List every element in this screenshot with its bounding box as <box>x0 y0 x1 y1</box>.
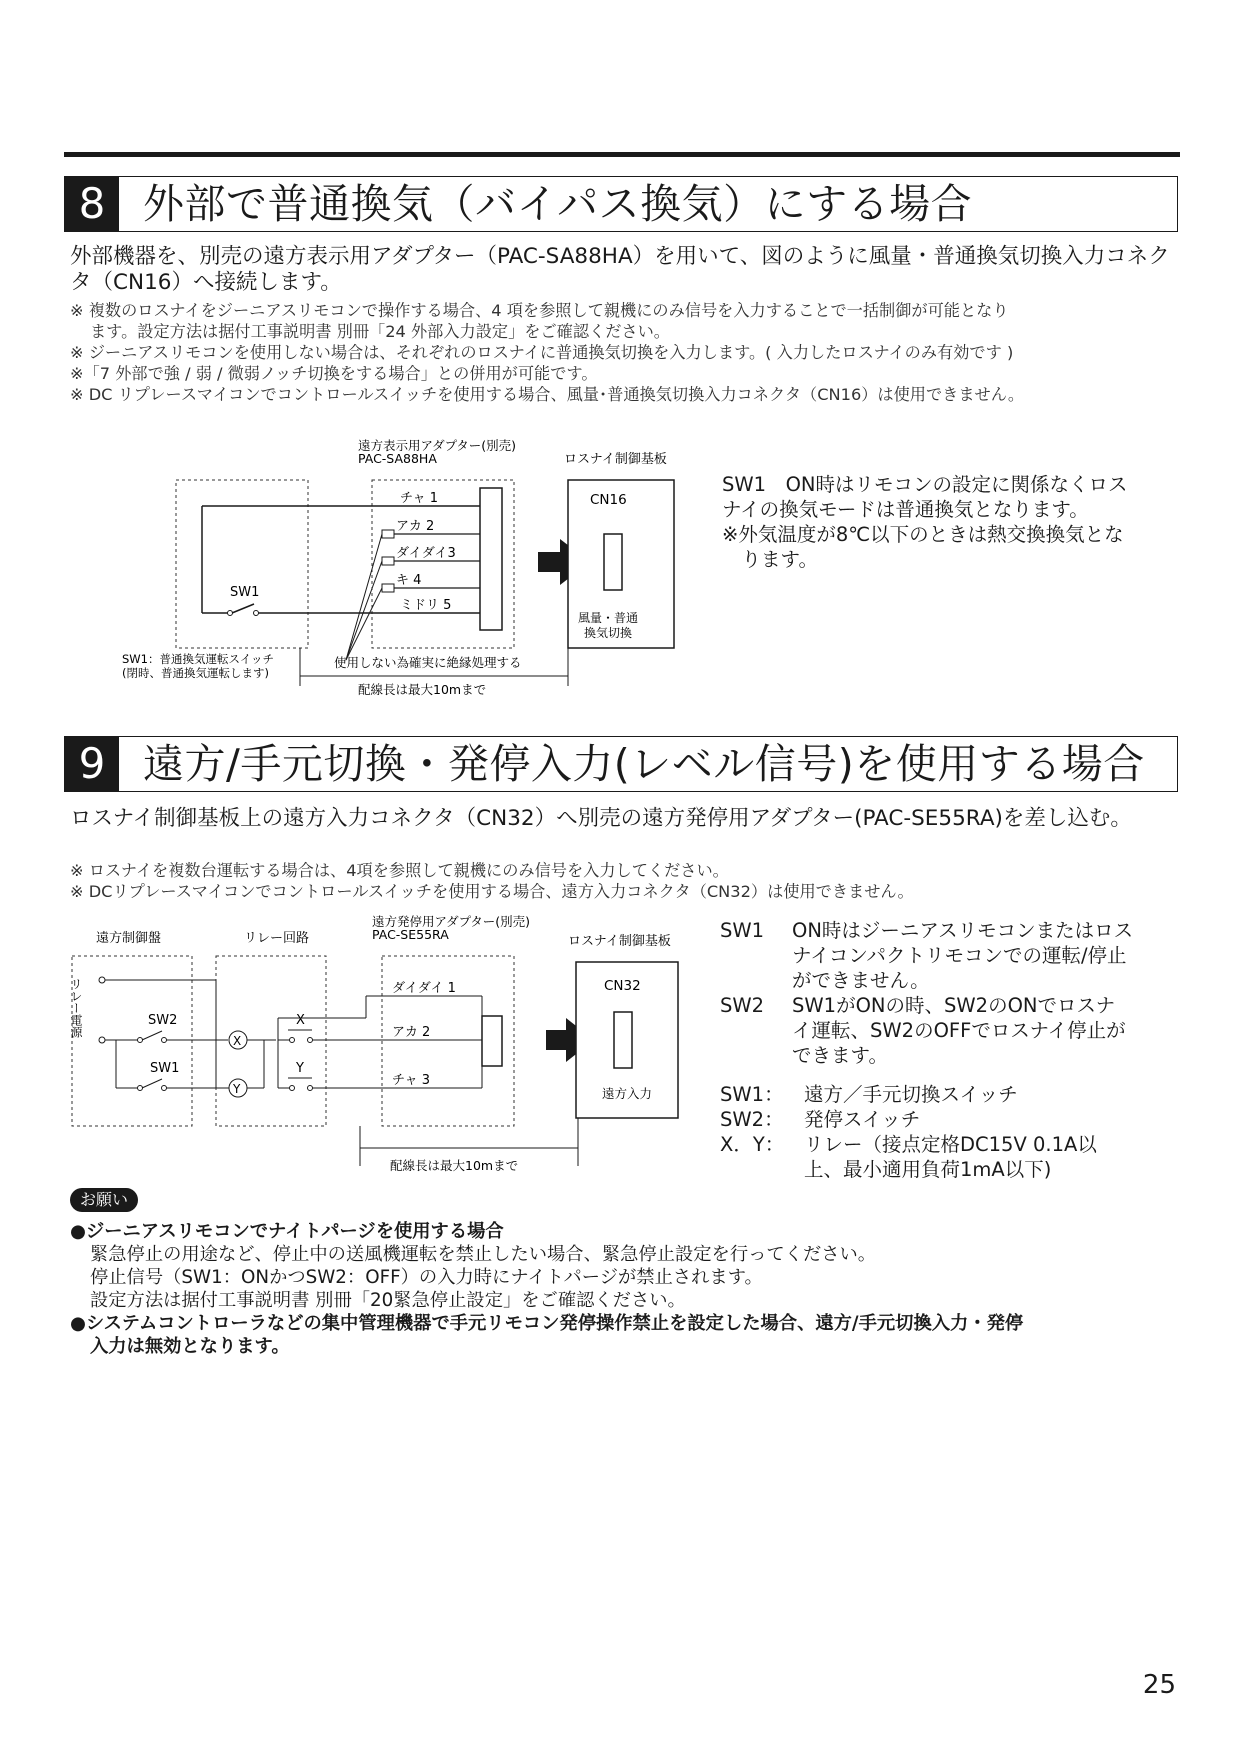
note-line: ※ DCリプレースマイコンでコントロールスイッチを使用する場合、遠方入力コネクタ（CN32）は使用できません。 <box>70 882 914 901</box>
def-value: ナイコンパクトリモコンでの運転/停止 <box>792 944 1127 967</box>
max-length-label: 配線長は最大10mまで <box>390 1158 519 1173</box>
section-8-title: 外部で普通換気（バイパス換気）にする場合 <box>143 180 973 228</box>
def-key: SW1 <box>720 919 765 942</box>
legend-row <box>720 1082 1097 1107</box>
x-contact <box>290 1038 295 1043</box>
section-8-lead: 外部機器を、別売の遠方表示用アダプター（PAC-SA88HA）を用いて、図のように風量・普通換気切換入力コネクタ（CN16）へ接続します。 <box>70 244 1170 295</box>
sw-caption: SW1：普通換気運転スイッチ <box>122 652 275 666</box>
insulation-cap <box>382 530 394 538</box>
section-9-title: 遠方/手元切換・発停入力(レベル信号)を使用する場合 <box>143 740 1145 788</box>
legend-row <box>720 1132 1097 1157</box>
relay-y-coil-label: Y <box>233 1082 241 1096</box>
desc-line: ナイの換気モードは普通換気となります。 <box>722 498 1089 521</box>
legend-value: リレー（接点定格DC15V 0.1A以 <box>804 1133 1097 1156</box>
relay-x-contact-label: X <box>296 1013 305 1028</box>
request-badge: お願い <box>70 1188 138 1212</box>
sw2-label: SW2 <box>148 1013 178 1028</box>
legend-key: SW1： <box>720 1083 784 1106</box>
leader-line <box>346 561 382 660</box>
panel-dashed-box <box>72 956 192 1126</box>
section-8-description <box>722 472 1128 572</box>
def-value: SW1がONの時、SW2のONでロスナ <box>792 994 1116 1017</box>
section-9-legend <box>720 1082 1097 1182</box>
connector-caption: 換気切換 <box>584 626 633 640</box>
relay-y-contact-label: Y <box>296 1061 304 1076</box>
def-key <box>720 943 792 968</box>
wire-label: チャ 1 <box>400 491 439 506</box>
connector-label: CN16 <box>590 492 627 508</box>
wire-label: キ 4 <box>396 573 422 588</box>
section-8-header <box>64 176 1178 232</box>
page-number: 25 <box>1142 1670 1176 1700</box>
power-terminal <box>99 977 105 983</box>
wire-label: アカ 2 <box>392 1025 431 1040</box>
def-key <box>720 1043 792 1068</box>
wire-label: ダイダイ3 <box>396 546 456 561</box>
wire-label: ミドリ 5 <box>400 598 452 613</box>
connector-caption: 遠方入力 <box>602 1086 653 1101</box>
desc-line: ります。 <box>722 548 818 571</box>
desc-line: ※外気温度が8℃以下のときは熱交換換気とな <box>722 523 1124 546</box>
section-9-number: 9 <box>65 737 119 791</box>
def-value: イ運転、SW2のOFFでロスナイ停止が <box>792 1019 1126 1042</box>
def-row <box>720 993 1133 1018</box>
def-row <box>720 1043 1133 1068</box>
section-8-notes <box>70 300 1182 405</box>
insulation-cap <box>382 584 394 592</box>
legend-value: 発停スイッチ <box>804 1108 921 1131</box>
def-row <box>720 1018 1133 1043</box>
sw1-blade <box>232 604 254 613</box>
power-label <box>69 978 83 1038</box>
adapter-label: 遠方発停用アダプター(別売) <box>372 914 531 929</box>
request-heading: ●システムコントローラなどの集中管理機器で手元リモコン発停操作禁止を設定した場合、遠方/手元切換入力・発停 <box>70 1313 1024 1334</box>
note-line: ※ 複数のロスナイをジーニアスリモコンで操作する場合、4 項を参照して親機にのみ信号を入力することで一括制御が可能となり <box>70 301 1009 320</box>
def-value: ができません。 <box>792 969 930 992</box>
adapter-model: PAC-SA88HA <box>358 451 437 466</box>
sw1-label: SW1 <box>150 1061 180 1076</box>
desc-line: SW1 ON時はリモコンの設定に関係なくロス <box>722 473 1128 496</box>
sw1-contact <box>254 611 259 616</box>
note-line: ※「7 外部で強 / 弱 / 微弱ノッチ切換をする場合」との併用が可能です。 <box>70 364 598 383</box>
wire-label: ダイダイ 1 <box>392 981 456 996</box>
panel-label: 遠方制御盤 <box>96 931 162 946</box>
adapter-terminal-block <box>480 488 502 630</box>
request-line: 設定方法は据付工事説明書 別冊「20緊急停止設定」をご確認ください。 <box>90 1290 686 1311</box>
sw2-contact <box>138 1038 143 1043</box>
note-line: ※ DC リプレースマイコンでコントロールスイッチを使用する場合、風量･普通換気切換入力コネクタ（CN16）は使用できません。 <box>70 385 1025 404</box>
note-line: ※ ジーニアスリモコンを使用しない場合は、それぞれのロスナイに普通換気切換を入力します。( 入力したロスナイのみ有効です ) <box>70 343 1014 362</box>
def-value: できます。 <box>792 1044 888 1067</box>
def-key: SW2 <box>720 994 765 1017</box>
sw1-contact <box>138 1086 143 1091</box>
note-line: ※ ロスナイを複数台運転する場合は、4項を参照して親機にのみ信号を入力してください。 <box>70 861 729 880</box>
cn16-connector <box>604 534 622 590</box>
request-line: 緊急停止の用途など、停止中の送風機運転を禁止したい場合、緊急停止設定を行ってください。 <box>90 1244 877 1265</box>
legend-row <box>720 1107 1097 1132</box>
wire-label: アカ 2 <box>396 519 435 534</box>
section-9-lead: ロスナイ制御基板上の遠方入力コネクタ（CN32）へ別売の遠方発停用アダプター(PAC-SE55RA)を差し込む。 <box>70 806 1132 831</box>
sw2-blade <box>142 1031 162 1040</box>
connector-caption: 風量・普通 <box>578 611 639 625</box>
def-row <box>720 968 1133 993</box>
def-row <box>720 918 1133 943</box>
adapter-model: PAC-SE55RA <box>372 927 449 942</box>
legend-key: X．Y： <box>720 1133 785 1156</box>
request-heading: ●ジーニアスリモコンでナイトパージを使用する場合 <box>70 1221 504 1242</box>
sw-dashed-box <box>176 480 308 648</box>
legend-row <box>720 1157 1097 1182</box>
sw1-blade <box>142 1079 162 1088</box>
board-label: ロスナイ制御基板 <box>568 934 671 949</box>
board-label: ロスナイ制御基板 <box>564 452 667 467</box>
sw1-contact <box>162 1086 167 1091</box>
sw1-label: SW1 <box>230 585 260 600</box>
request-list <box>70 1220 1182 1358</box>
insulation-cap <box>382 557 394 565</box>
section-9-wiring-diagram <box>66 912 696 1182</box>
section-9-header <box>64 736 1178 792</box>
power-label-text: リレー電源 <box>69 978 83 1038</box>
power-terminal <box>99 1037 105 1043</box>
cn32-connector <box>614 1012 632 1068</box>
section-8-number: 8 <box>65 177 119 231</box>
legend-value: 遠方／手元切換スイッチ <box>804 1083 1018 1106</box>
def-key <box>720 1018 792 1043</box>
def-key <box>720 968 792 993</box>
y-contact <box>290 1086 295 1091</box>
adapter-label: 遠方表示用アダプター(別売) <box>358 438 517 453</box>
legend-value: 上、最小適用負荷1mA以下) <box>804 1158 1052 1181</box>
section-9-description <box>720 918 1133 1068</box>
relay-label: リレー回路 <box>244 931 310 946</box>
y-contact <box>308 1086 313 1091</box>
request-line: 入力は無効となります。 <box>90 1336 290 1357</box>
section-8-wiring-diagram <box>110 436 690 706</box>
leader-line <box>346 534 382 660</box>
adapter-plug <box>482 1016 502 1066</box>
def-value: ON時はジーニアスリモコンまたはロス <box>792 919 1134 942</box>
note-line: ます。設定方法は据付工事説明書 別冊「24 外部入力設定」をご確認ください。 <box>90 322 670 341</box>
sw-caption: (閉時、普通換気運転します) <box>122 666 269 680</box>
sw1-contact <box>228 611 233 616</box>
section-9-notes <box>70 860 1182 902</box>
max-length-label: 配線長は最大10mまで <box>358 682 487 697</box>
connector-label: CN32 <box>604 978 641 994</box>
relay-x-coil-label: X <box>233 1034 242 1048</box>
x-contact <box>308 1038 313 1043</box>
sw2-contact <box>162 1038 167 1043</box>
insulate-note: 使用しない為確実に絶縁処理する <box>334 655 522 670</box>
legend-key <box>720 1157 804 1182</box>
top-rule <box>64 152 1180 157</box>
request-line: 停止信号（SW1：ONかつSW2：OFF）の入力時にナイトパージが禁止されます。 <box>90 1267 763 1288</box>
legend-key: SW2： <box>720 1108 784 1131</box>
def-row <box>720 943 1133 968</box>
wire-label: チャ 3 <box>392 1073 431 1088</box>
